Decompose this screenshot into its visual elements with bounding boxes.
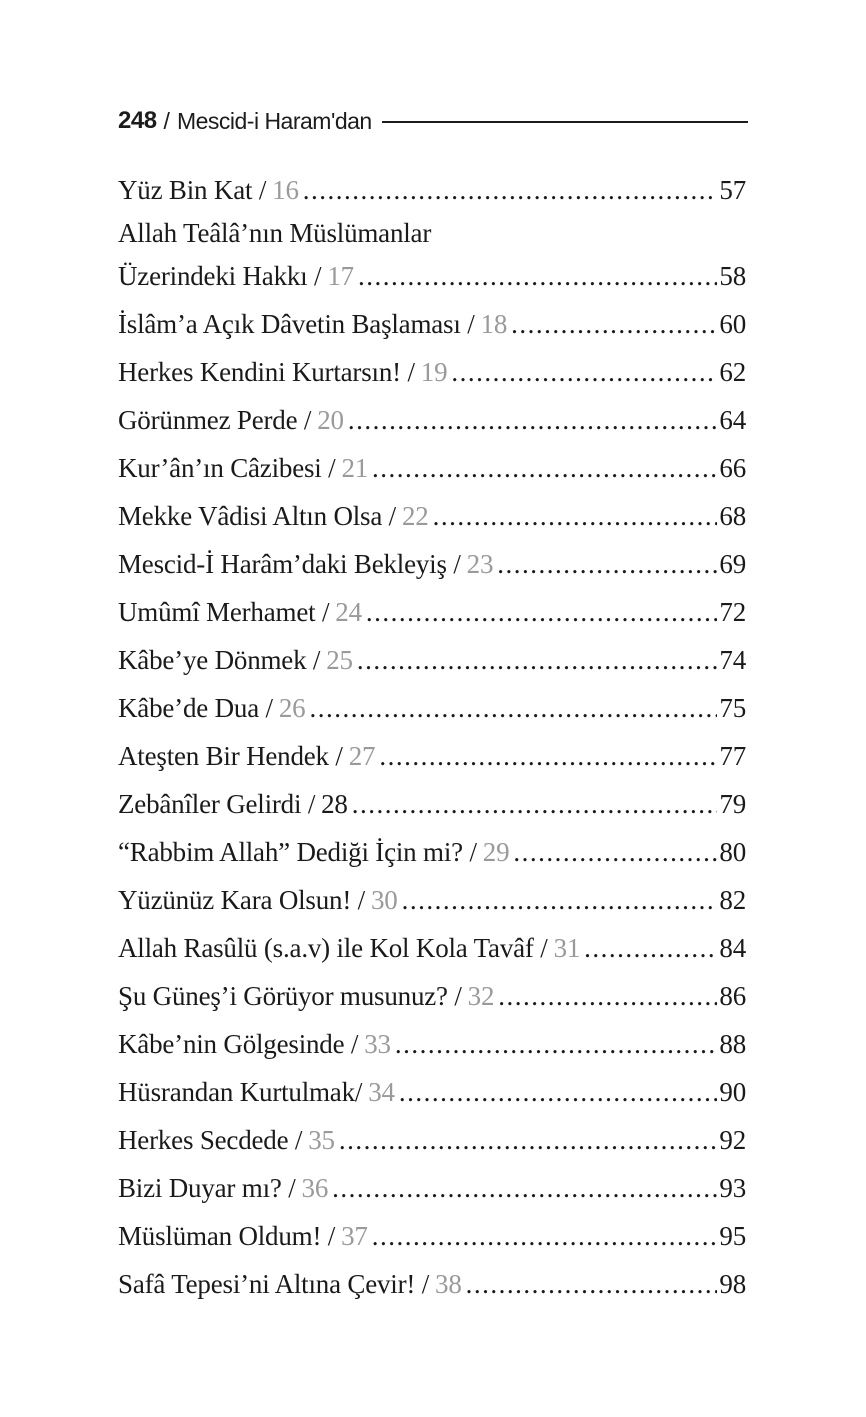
chapter-number: 26	[278, 693, 306, 723]
page-ref: 98	[719, 1269, 746, 1299]
entry-title: Ateşten Bir Hendek /	[118, 741, 343, 771]
toc-entry[interactable]	[118, 1260, 746, 1308]
toc-entry[interactable]	[118, 732, 746, 780]
dot-leader	[357, 636, 718, 684]
chapter-number: 33	[364, 1029, 391, 1059]
page-ref: 66	[719, 453, 746, 483]
toc-entry[interactable]	[118, 924, 746, 972]
chapter-number: 22	[402, 501, 429, 531]
chapter-number: 30	[370, 885, 398, 915]
dot-leader	[348, 396, 718, 444]
dot-leader	[379, 732, 717, 780]
entry-title: Müslüman Oldum! /	[118, 1221, 336, 1251]
entry-title: Allah Rasûlü (s.a.v) ile Kol Kola Tavâf /	[118, 933, 548, 963]
entry-title: Hüsrandan Kurtulmak/	[118, 1077, 363, 1107]
page-ref: 60	[719, 309, 746, 339]
dot-leader	[358, 252, 717, 300]
page-ref: 88	[719, 1029, 746, 1059]
page-ref: 95	[719, 1221, 746, 1251]
header-separator: /	[163, 107, 170, 134]
chapter-number: 17	[327, 261, 354, 291]
header-rule	[382, 121, 748, 123]
dot-leader	[366, 588, 718, 636]
entry-title: Kâbe’nin Gölgesinde /	[118, 1029, 359, 1059]
page-ref: 68	[719, 501, 746, 531]
dot-leader	[309, 684, 717, 732]
chapter-number: 38	[435, 1269, 462, 1299]
toc-entry[interactable]	[118, 972, 746, 1020]
chapter-number: 29	[482, 837, 510, 867]
dot-leader	[497, 540, 717, 588]
page-ref: 86	[719, 981, 746, 1011]
toc-entry[interactable]	[118, 636, 746, 684]
chapter-number: 35	[308, 1125, 335, 1155]
toc-entry[interactable]	[118, 828, 746, 876]
table-of-contents	[118, 166, 746, 1308]
page-ref: 64	[719, 405, 746, 435]
dot-leader	[513, 828, 717, 876]
entry-title: Mekke Vâdisi Altın Olsa /	[118, 501, 396, 531]
dot-leader	[466, 1260, 718, 1308]
chapter-number: 36	[301, 1173, 329, 1203]
dot-leader	[511, 300, 717, 348]
chapter-number: 28	[321, 789, 348, 819]
page-ref: 75	[719, 693, 746, 723]
toc-entry[interactable]	[118, 1116, 746, 1164]
dot-leader	[395, 1020, 718, 1068]
toc-entry[interactable]	[118, 1020, 746, 1068]
entry-title: Kâbe’ye Dönmek /	[118, 645, 321, 675]
toc-entry[interactable]	[118, 214, 746, 300]
chapter-number: 16	[272, 175, 299, 205]
toc-entry[interactable]	[118, 300, 746, 348]
toc-entry[interactable]	[118, 780, 746, 828]
entry-title-line1: Allah Teâlâ’nın Müslümanlar	[118, 218, 432, 248]
chapter-number: 18	[480, 309, 508, 339]
toc-entry[interactable]	[118, 1212, 746, 1260]
toc-entry[interactable]	[118, 876, 746, 924]
entry-title: Üzerindeki Hakkı /	[118, 261, 322, 291]
chapter-number: 25	[326, 645, 353, 675]
entry-title: İslâm’a Açık Dâvetin Başlaması /	[118, 309, 475, 339]
chapter-number: 24	[335, 597, 362, 627]
dot-leader	[372, 444, 717, 492]
toc-entry[interactable]	[118, 1068, 746, 1116]
dot-leader	[372, 1212, 718, 1260]
dot-leader	[339, 1116, 718, 1164]
page-ref: 72	[719, 597, 746, 627]
chapter-number: 27	[348, 741, 376, 771]
chapter-number: 37	[341, 1221, 368, 1251]
running-header	[118, 104, 748, 138]
entry-title: Şu Güneş’i Görüyor musunuz? /	[118, 981, 462, 1011]
chapter-number: 23	[466, 549, 494, 579]
entry-title: “Rabbim Allah” Dediği İçin mi? /	[118, 837, 477, 867]
chapter-number: 31	[553, 933, 581, 963]
entry-title: Görünmez Perde /	[118, 405, 312, 435]
chapter-number: 32	[467, 981, 495, 1011]
page-ref: 82	[719, 885, 746, 915]
toc-entry[interactable]	[118, 444, 746, 492]
toc-entry[interactable]	[118, 540, 746, 588]
page-ref: 58	[719, 261, 746, 291]
page-ref: 62	[719, 357, 746, 387]
chapter-number: 20	[317, 405, 344, 435]
page-ref: 80	[719, 837, 746, 867]
toc-entry[interactable]	[118, 1164, 746, 1212]
dot-leader	[584, 924, 717, 972]
entry-title: Yüz Bin Kat /	[118, 175, 267, 205]
dot-leader	[498, 972, 717, 1020]
entry-title: Umûmî Merhamet /	[118, 597, 330, 627]
page-ref: 90	[719, 1077, 746, 1107]
entry-title: Zebânîler Gelirdi /	[118, 789, 316, 819]
toc-entry[interactable]	[118, 396, 746, 444]
toc-entry[interactable]	[118, 492, 746, 540]
entry-title: Herkes Kendini Kurtarsın! /	[118, 357, 415, 387]
entry-title: Yüzünüz Kara Olsun! /	[118, 885, 365, 915]
dot-leader	[433, 492, 718, 540]
entry-title: Bizi Duyar mı? /	[118, 1173, 296, 1203]
entry-title: Mescid-İ Harâm’daki Bekleyiş /	[118, 549, 461, 579]
chapter-number: 19	[420, 357, 448, 387]
chapter-number: 21	[341, 453, 369, 483]
toc-entry[interactable]	[118, 588, 746, 636]
toc-entry[interactable]	[118, 684, 746, 732]
page-ref: 84	[719, 933, 746, 963]
dot-leader	[303, 166, 718, 214]
page-ref: 57	[719, 175, 746, 205]
entry-title: Kâbe’de Dua /	[118, 693, 273, 723]
page-ref: 79	[719, 789, 746, 819]
dot-leader	[332, 1164, 717, 1212]
toc-entry[interactable]	[118, 348, 746, 396]
page-ref: 74	[719, 645, 746, 675]
page-ref: 77	[719, 741, 746, 771]
book-title: Mescid-i Haram'dan	[176, 107, 372, 134]
page-ref: 92	[719, 1125, 746, 1155]
entry-title: Herkes Secdede /	[118, 1125, 303, 1155]
dot-leader	[402, 876, 718, 924]
entry-title: Safâ Tepesi’ni Altına Çevir! /	[118, 1269, 430, 1299]
page-number: 248	[118, 107, 157, 134]
dot-leader	[352, 780, 718, 828]
dot-leader	[399, 1068, 718, 1116]
toc-entry[interactable]	[118, 166, 746, 214]
chapter-number: 34	[368, 1077, 395, 1107]
dot-leader	[451, 348, 717, 396]
entry-title: Kur’ân’ın Câzibesi /	[118, 453, 336, 483]
page-ref: 69	[719, 549, 746, 579]
page-ref: 93	[719, 1173, 746, 1203]
